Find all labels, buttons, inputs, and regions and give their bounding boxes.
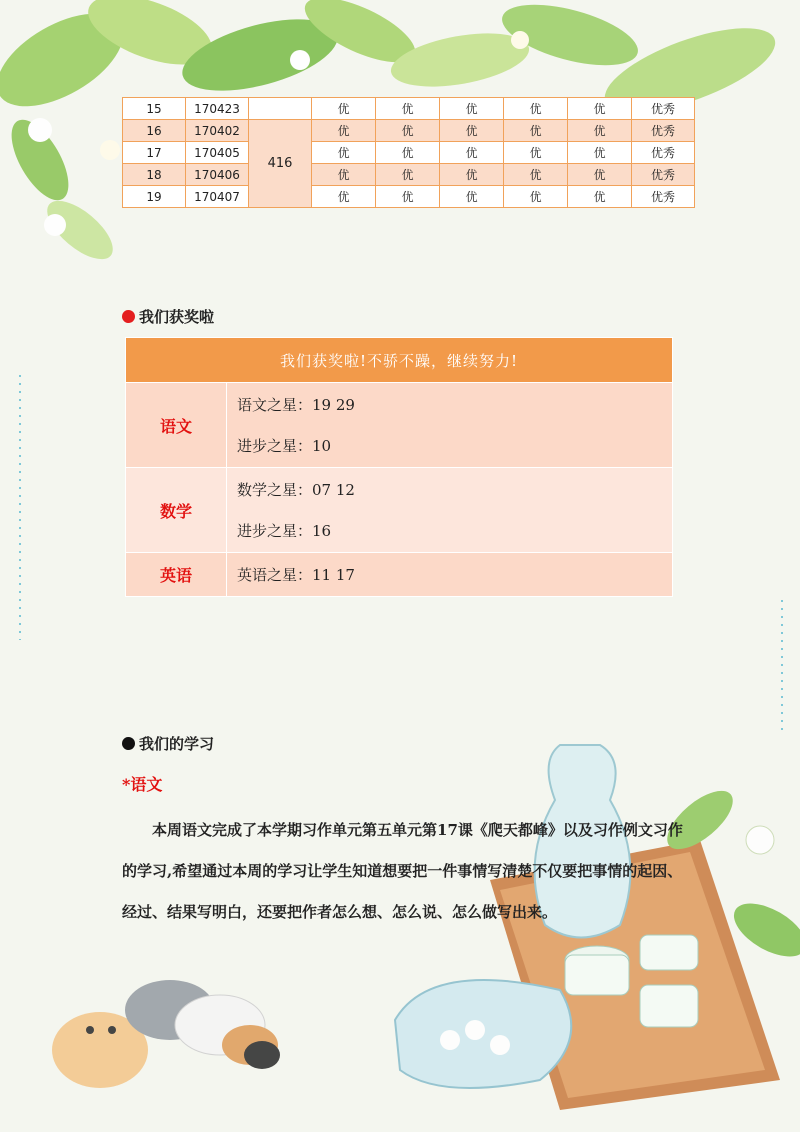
awards-heading xyxy=(122,306,214,327)
table-cell: 优 xyxy=(568,120,632,142)
cats-illustration xyxy=(52,980,280,1088)
score-table xyxy=(122,97,695,208)
award-line: 进步之星：16 xyxy=(237,522,332,540)
table-row xyxy=(123,186,695,208)
award-line: 数学之星：07 12 xyxy=(237,481,355,499)
table-cell: 优 xyxy=(440,120,504,142)
table-cell: 18 xyxy=(123,164,186,186)
table-cell: 优 xyxy=(568,98,632,120)
table-cell: 优秀 xyxy=(632,98,695,120)
subject-math: 数学 xyxy=(126,468,227,553)
awards-table xyxy=(125,337,673,597)
table-cell: 19 xyxy=(123,186,186,208)
table-cell: 170407 xyxy=(186,186,249,208)
table-cell: 优 xyxy=(504,120,568,142)
table-cell: 优 xyxy=(568,142,632,164)
award-line: 进步之星：10 xyxy=(237,437,332,455)
table-cell: 优秀 xyxy=(632,186,695,208)
black-dot-icon xyxy=(122,737,135,750)
table-cell: 170402 xyxy=(186,120,249,142)
table-cell: 优 xyxy=(312,186,376,208)
table-cell xyxy=(249,98,312,120)
table-cell: 优 xyxy=(568,164,632,186)
table-cell: 优 xyxy=(312,98,376,120)
table-cell: 优 xyxy=(504,142,568,164)
table-cell: 170423 xyxy=(186,98,249,120)
table-row xyxy=(123,98,695,120)
table-cell: 优 xyxy=(376,120,440,142)
table-cell: 优 xyxy=(376,98,440,120)
table-cell: 优 xyxy=(440,164,504,186)
subject-chinese-awards xyxy=(227,383,673,468)
table-cell: 170405 xyxy=(186,142,249,164)
table-cell: 优 xyxy=(312,164,376,186)
table-cell: 优 xyxy=(504,98,568,120)
award-line: 英语之星：11 17 xyxy=(237,566,355,584)
table-row xyxy=(123,120,695,142)
table-cell: 16 xyxy=(123,120,186,142)
table-row xyxy=(123,142,695,164)
table-cell: 优 xyxy=(504,186,568,208)
table-cell: 15 xyxy=(123,98,186,120)
table-cell: 优 xyxy=(376,142,440,164)
table-cell: 优 xyxy=(440,98,504,120)
table-cell: 优秀 xyxy=(632,164,695,186)
subject-english-awards xyxy=(227,553,673,597)
table-cell: 优 xyxy=(440,186,504,208)
study-subject-title: *语文 xyxy=(122,775,163,794)
table-cell: 优 xyxy=(312,120,376,142)
table-row xyxy=(123,164,695,186)
table-cell: 优 xyxy=(376,186,440,208)
subject-english: 英语 xyxy=(126,553,227,597)
table-cell: 优秀 xyxy=(632,120,695,142)
study-paragraph: 本周语文完成了本学期习作单元第五单元第17课《爬天都峰》以及习作例文习作的学习,希望通过本周的学习让学生知道想要把一件事情写清楚不仅要把事情的起因、经过、结果写明白，还要把作者怎么想、怎么说、怎么做写出来。 xyxy=(122,821,683,921)
table-cell: 优 xyxy=(440,142,504,164)
table-cell: 优 xyxy=(504,164,568,186)
study-heading xyxy=(122,733,214,754)
table-cell: 优 xyxy=(568,186,632,208)
subject-math-awards xyxy=(227,468,673,553)
subject-chinese: 语文 xyxy=(126,383,227,468)
table-cell: 优秀 xyxy=(632,142,695,164)
table-cell: 170406 xyxy=(186,164,249,186)
red-dot-icon xyxy=(122,310,135,323)
study-heading-text: 我们的学习 xyxy=(139,735,215,753)
table-cell: 优 xyxy=(312,142,376,164)
awards-banner: 我们获奖啦!不骄不躁，继续努力! xyxy=(126,338,673,383)
merged-cell: 416 xyxy=(249,120,312,208)
table-cell: 优 xyxy=(376,164,440,186)
awards-heading-text: 我们获奖啦 xyxy=(139,308,215,326)
award-line: 语文之星：19 29 xyxy=(237,396,355,414)
table-cell: 17 xyxy=(123,142,186,164)
